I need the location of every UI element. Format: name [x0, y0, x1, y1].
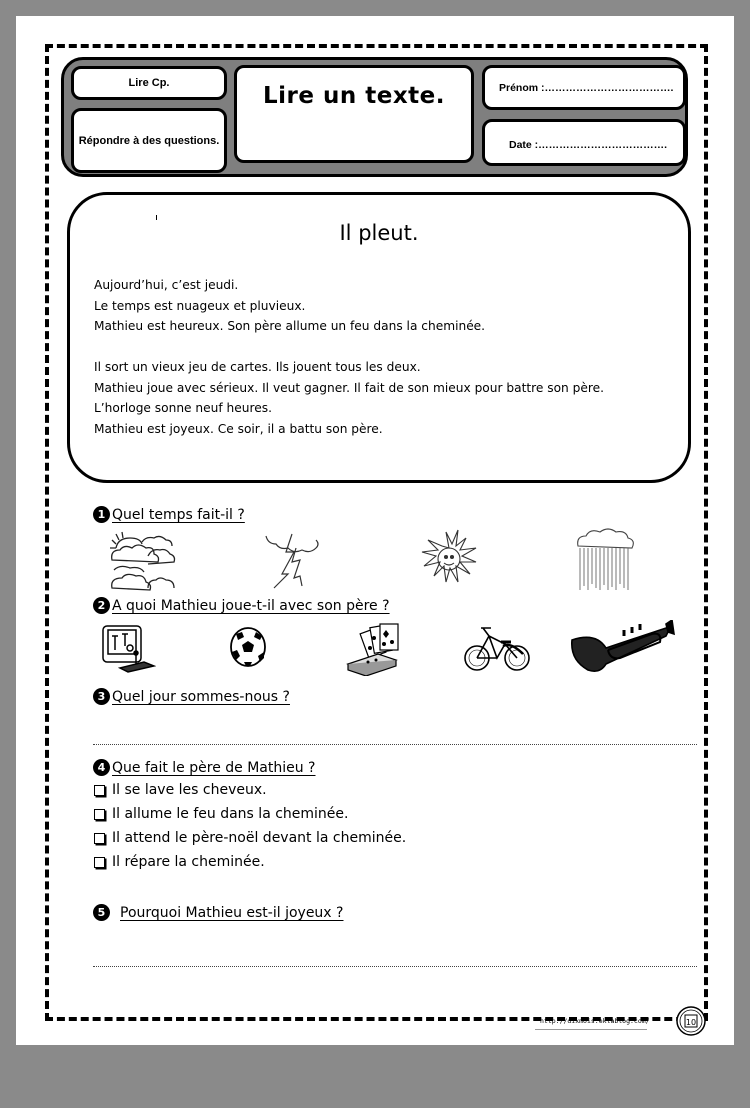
story-line: Mathieu joue avec sérieux. Il veut gagner. Il fait de son mieux pour battre son père. — [94, 380, 604, 395]
cloudy-sun-icon[interactable] — [108, 530, 180, 592]
choice-item[interactable] — [93, 806, 348, 822]
question-text: Pourquoi Mathieu est-il joyeux ? — [120, 904, 344, 921]
story-line: Mathieu est heureux. Son père allume un feu dans la cheminée. — [94, 319, 486, 333]
choice-label: Il se lave les cheveux. — [112, 782, 267, 798]
checkbox[interactable] — [94, 809, 105, 820]
story-line: Le temps est nuageux et pluvieux. — [94, 298, 306, 313]
soccer-ball-icon[interactable] — [228, 626, 268, 668]
answer-line-3[interactable] — [93, 744, 697, 745]
stray-mark — [156, 215, 157, 220]
task-label: Répondre à des questions. — [71, 108, 227, 173]
question-1 — [93, 506, 245, 523]
story-line: Aujourd’hui, c’est jeudi. — [94, 278, 239, 292]
rain-cloud-icon[interactable] — [574, 528, 636, 592]
header-frame — [61, 57, 688, 177]
checkbox[interactable] — [94, 857, 105, 868]
prenom-field[interactable]: Prénom :………………………………. — [482, 65, 686, 110]
checkbox[interactable] — [94, 833, 105, 844]
story-line: Mathieu est joyeux. Ce soir, il a battu son père. — [94, 421, 383, 436]
choice-label: Il répare la cheminée. — [112, 854, 265, 870]
badge-number: 10 — [685, 1018, 697, 1027]
question-number: 1 — [93, 506, 110, 523]
trumpet-icon[interactable] — [568, 620, 676, 676]
question-5 — [93, 904, 343, 921]
sun-icon[interactable] — [416, 528, 482, 590]
footer-url: http://dixmois.eklablog.com/ — [540, 1017, 650, 1025]
choice-label: Il allume le feu dans la cheminée. — [112, 806, 349, 822]
playing-cards-icon[interactable] — [344, 620, 408, 676]
answer-line-5[interactable] — [93, 966, 697, 967]
question-number: 5 — [93, 904, 110, 921]
bicycle-icon[interactable] — [463, 622, 531, 674]
level-label: Lire Cp. — [71, 66, 227, 100]
choice-item[interactable] — [93, 782, 267, 798]
video-game-icon[interactable] — [100, 622, 156, 674]
question-text: Quel temps fait-il ? — [112, 506, 245, 523]
question-text: Quel jour sommes-nous ? — [112, 688, 290, 705]
choice-item[interactable] — [93, 830, 406, 846]
date-field[interactable]: Date :………………………………. — [482, 119, 686, 166]
worksheet-title: Lire un texte. — [234, 65, 474, 163]
question-2 — [93, 597, 390, 614]
story-line: Il sort un vieux jeu de cartes. Ils jouent tous les deux. — [94, 360, 421, 374]
question-4 — [93, 759, 316, 776]
story-line: L’horloge sonne neuf heures. — [94, 401, 272, 415]
story-text — [94, 275, 604, 439]
story-title: Il pleut. — [339, 221, 419, 245]
question-text: A quoi Mathieu joue-t-il avec son père ? — [112, 597, 390, 614]
checkbox[interactable] — [94, 785, 105, 796]
question-number: 4 — [93, 759, 110, 776]
question-number: 2 — [93, 597, 110, 614]
question-text: Que fait le père de Mathieu ? — [112, 759, 316, 776]
lightning-icon[interactable] — [262, 530, 324, 590]
question-3 — [93, 688, 290, 705]
badge-icon — [675, 1005, 707, 1037]
footer-underline — [535, 1029, 647, 1030]
question-number: 3 — [93, 688, 110, 705]
choice-item[interactable] — [93, 854, 265, 870]
story-box — [67, 192, 691, 483]
choice-label: Il attend le père-noël devant la cheminée. — [112, 830, 407, 846]
